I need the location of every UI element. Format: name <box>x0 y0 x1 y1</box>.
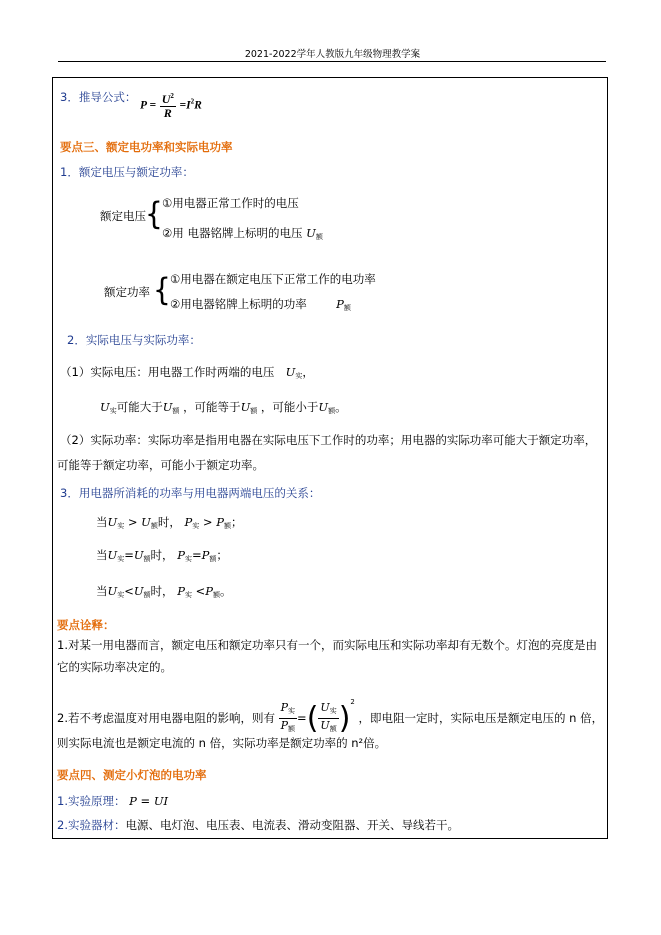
brace-icon: { <box>153 271 171 308</box>
rated-voltage-label: 额定电压 <box>100 209 146 223</box>
note-line1: 1.对某一用电器而言，额定电压和额定功率只有一个，而实际电压和实际功率却有无数个。灯泡的亮度是由 <box>57 638 597 652</box>
key3-title: 要点三、额定电功率和实际电功率 <box>60 140 233 154</box>
formula-label: 3．推导公式： <box>60 90 137 104</box>
rated-power-item1: ①用电器在额定电压下正常工作的电功率 <box>170 272 376 286</box>
experiment-principle: 1.实验原理： P = UI <box>57 794 169 808</box>
note-line2: 它的实际功率决定的。 <box>57 660 172 674</box>
relation-eq: 当$U_实=U_额$时， $P_实=P_额$； <box>96 548 228 563</box>
rated-power-item2: ②用电器铭牌上标明的功率 $P_额$ <box>170 297 351 312</box>
rated-voltage-item1: ①用电器正常工作时的电压 <box>162 196 299 210</box>
relation-title: 3．用电器所消耗的功率与用电器两端电压的关系： <box>60 486 321 500</box>
key4-title: 要点四、测定小灯泡的电功率 <box>57 768 207 782</box>
relation-gt: 当$U_实 > U_额$时， $P_实 > P_额$； <box>96 515 243 530</box>
actual-power-line2: 可能等于额定功率，可能小于额定功率。 <box>57 458 264 472</box>
rated-title: 1．额定电压与额定功率： <box>60 165 194 179</box>
note-line3: 2.若不考虑温度对用电器电阻的影响，则有 $\frac{P_实}{P_额}$ =( $\frac{U_实}{U_额}$ )$^2$ ，即电阻一定时，实际电压是额定电压的 n 倍， <box>57 698 604 736</box>
page-header: 2021-2022学年人教版九年级物理教学案 <box>244 49 421 60</box>
actual-voltage-compare: $U_实$可能大于$U_额$ ，可能等于$U_额$ ，可能小于$U_额$。 <box>100 400 347 415</box>
actual-voltage: （1）实际电压：用电器工作时两端的电压 $U_实$， <box>60 365 314 380</box>
note-title: 要点诠释： <box>57 618 115 632</box>
relation-lt: 当$U_实<U_额$时， $P_实 <P_额$。 <box>96 584 232 599</box>
brace-icon: { <box>145 195 163 232</box>
rated-power-label: 额定功率 <box>104 285 150 299</box>
derived-formula: P = $\frac{U^2}{R}$ $=I^2R$ <box>140 92 202 120</box>
actual-power-line1: （2）实际功率：实际功率是指用电器在实际电压下工作时的功率；用电器的实际功率可能大于额定功率， <box>60 433 597 447</box>
header-divider <box>58 61 606 62</box>
actual-title: 2．实际电压与实际功率： <box>67 333 201 347</box>
rated-voltage-item2: ②用 电器铭牌上标明的电压 $U_额$ <box>162 226 323 241</box>
experiment-equipment: 2.实验器材：电源、电灯泡、电压表、电流表、滑动变阻器、开关、导线若干。 <box>57 818 459 832</box>
note-line4: 则实际电流也是额定电流的 n 倍，实际功率是额定功率的 n²倍。 <box>57 736 387 750</box>
